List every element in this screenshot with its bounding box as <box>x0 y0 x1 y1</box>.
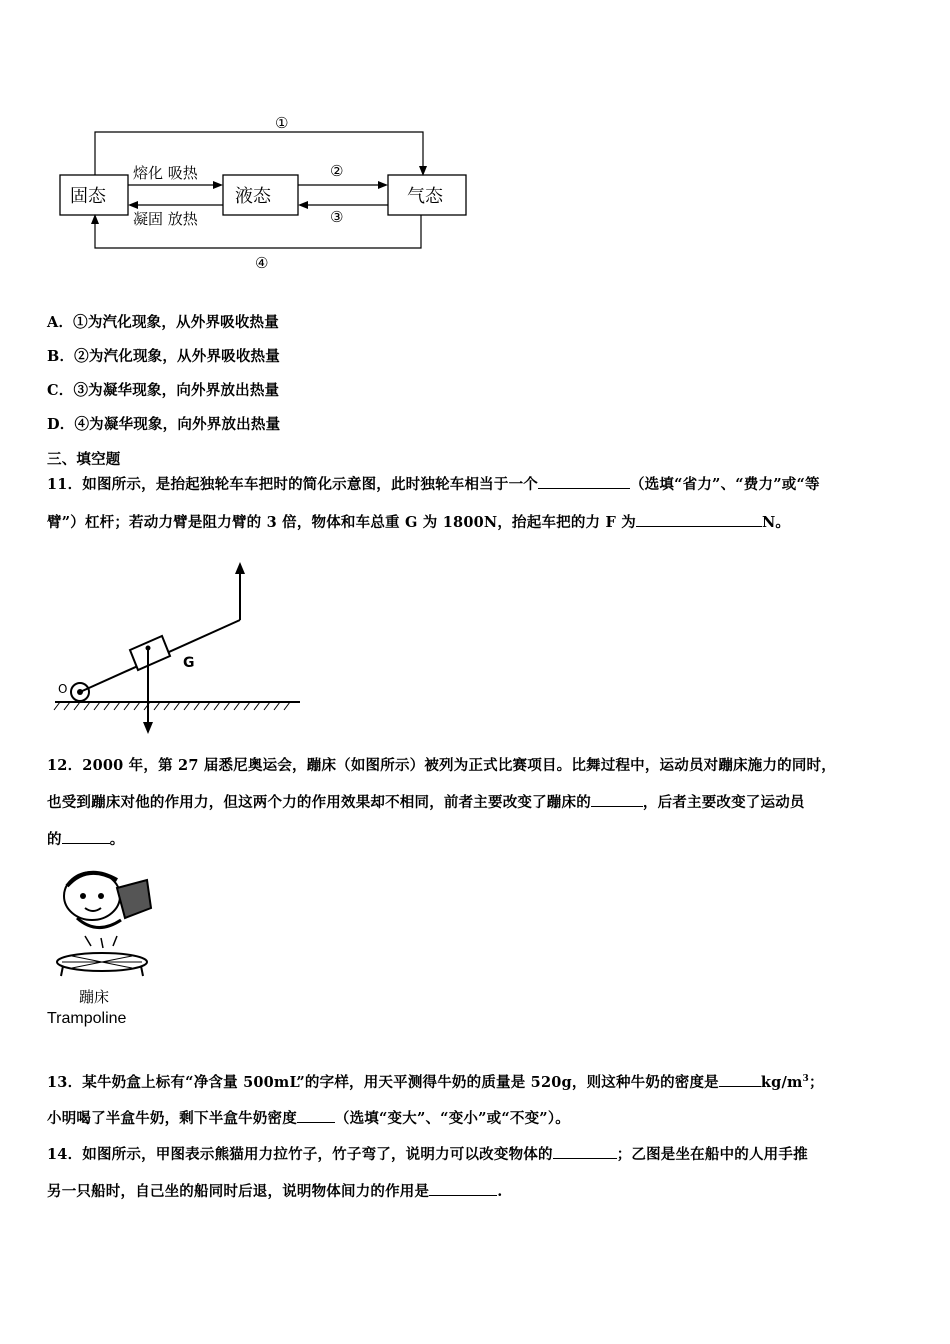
freeze-label: 凝固 放热 <box>133 210 198 228</box>
q12-text-3: 的 <box>47 831 62 848</box>
liquid-box-label: 液态 <box>235 186 271 207</box>
trampoline-figure <box>47 858 167 1033</box>
section-title: 三、填空题 <box>47 451 121 468</box>
arrow3-label: ③ <box>330 208 344 226</box>
q11-line2 <box>47 511 790 532</box>
q13-blank-1 <box>719 1072 761 1087</box>
q12-text-2: ，后者主要改变了运动员 <box>642 794 805 811</box>
q14-blank-1 <box>553 1144 617 1159</box>
q11-line1 <box>47 473 820 494</box>
q11-text-3: 臂”）杠杆；若动力臂是阻力臂的 3 倍，物体和车总重 G 为 1800N，抬起车把的力 F 为 <box>47 514 636 531</box>
arrow4-label: ④ <box>255 254 269 272</box>
q12-line1: 12．2000 年，第 27 届悉尼奥运会，蹦床（如图所示）被列为正式比赛项目。比舞过程中，运动员对蹦床施力的同时， <box>47 757 836 774</box>
q12-text-4: 。 <box>109 831 125 848</box>
q11-text-2: （选填“省力”、“费力”或“等 <box>629 476 820 493</box>
trampoline-caption-cn: 蹦床 <box>79 988 110 1006</box>
q11-blank-2 <box>636 512 762 527</box>
q14-line1 <box>47 1143 808 1164</box>
melt-label: 熔化 吸热 <box>133 164 198 182</box>
trampoline-caption-en: Trampoline <box>47 1010 127 1027</box>
q13-blank-2 <box>297 1108 335 1123</box>
q12-line2 <box>47 791 805 812</box>
arrow1-label: ① <box>275 114 289 132</box>
q14-text-4: . <box>497 1183 503 1200</box>
q13-unit-sup: 3 <box>802 1074 809 1085</box>
q14-blank-2 <box>429 1181 497 1196</box>
q13-text-2: ； <box>808 1074 824 1091</box>
q12-blank-2 <box>62 829 110 844</box>
gas-box-label: 气态 <box>407 186 443 207</box>
option-a: A．①为汽化现象，从外界吸收热量 <box>47 314 279 331</box>
q14-text-1: 14．如图所示，甲图表示熊猫用力拉竹子，竹子弯了，说明力可以改变物体的 <box>47 1146 553 1163</box>
option-c: C．③为凝华现象，向外界放出热量 <box>47 382 280 399</box>
q13-unit: kg/m <box>760 1074 803 1091</box>
q14-text-2: ；乙图是坐在船中的人用手推 <box>616 1146 808 1163</box>
solid-box-label: 固态 <box>70 186 106 207</box>
arrow2-label: ② <box>330 162 344 180</box>
q12-text-1: 也受到蹦床对他的作用力，但这两个力的作用效果却不相同，前者主要改变了蹦床的 <box>47 794 591 811</box>
q11-blank-1 <box>538 474 630 489</box>
q12-line3 <box>47 828 124 849</box>
q13-text-1: 13．某牛奶盒上标有“净含量 500mL”的字样，用天平测得牛奶的质量是 520g，则这种牛奶的密度是 <box>47 1074 719 1091</box>
option-b: B．②为汽化现象，从外界吸收热量 <box>47 348 280 365</box>
wheelbarrow-figure <box>50 560 305 740</box>
q13-line2 <box>47 1107 570 1128</box>
q13-text-3: 小明喝了半盒牛奶，剩下半盒牛奶密度 <box>47 1110 297 1127</box>
wheelbarrow-svg <box>50 560 305 740</box>
q12-blank-1 <box>591 792 643 807</box>
state-change-diagram <box>55 110 475 280</box>
weight-label-g: G <box>183 655 195 671</box>
q13-text-4: （选填“变大”、“变小”或“不变”）。 <box>334 1110 570 1127</box>
option-d: D．④为凝华现象，向外界放出热量 <box>47 416 281 433</box>
trampoline-svg <box>47 858 167 978</box>
q14-text-3: 另一只船时，自己坐的船同时后退，说明物体间力的作用是 <box>47 1183 430 1200</box>
svg-text:O: O <box>58 682 68 696</box>
q14-line2 <box>47 1180 502 1201</box>
q11-text-4: N。 <box>761 514 791 531</box>
q13-line1 <box>47 1071 824 1092</box>
q11-text-1: 11．如图所示，是抬起独轮车车把时的简化示意图，此时独轮车相当于一个 <box>47 476 538 493</box>
